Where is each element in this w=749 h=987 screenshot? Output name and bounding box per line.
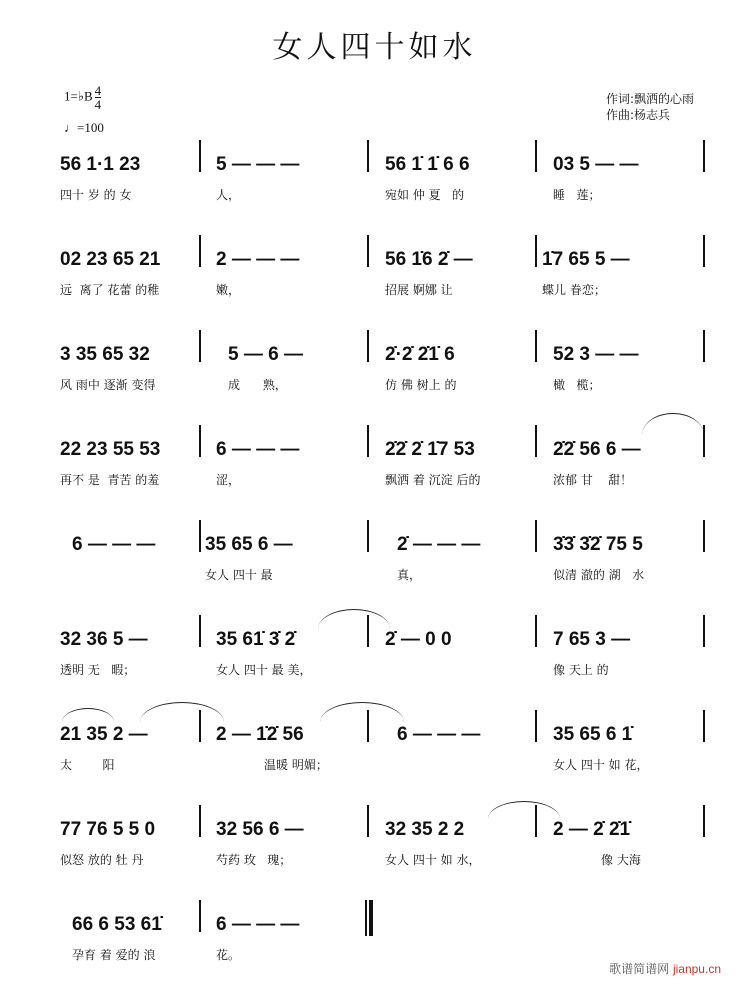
measure-lyrics: 芍药 玫 瑰； — [216, 853, 292, 867]
measure-notes: 32 35 2 2 — [385, 819, 465, 840]
watermark — [609, 960, 721, 977]
key-signature — [64, 84, 101, 111]
slur-mark — [140, 702, 224, 722]
measure-lyrics: 橄 榄； — [553, 378, 601, 392]
measure-notes: 5 — — — — [216, 154, 300, 175]
bar-line — [535, 425, 537, 457]
bar-line — [199, 520, 201, 552]
measure-lyrics: 睡 莲； — [553, 188, 601, 202]
bar-line — [199, 140, 201, 172]
measure-lyrics: 远 离了 花蕾 的稚 — [60, 283, 160, 297]
bar-line — [199, 235, 201, 267]
measure-notes: 02 23 65 21 — [60, 249, 161, 270]
bar-line — [367, 140, 369, 172]
bar-line — [703, 140, 705, 172]
watermark-site: jianpu.cn — [672, 962, 721, 976]
measure-notes: 21 35 2 — — [60, 724, 148, 745]
measure-lyrics: 真， — [397, 568, 422, 582]
measure-lyrics: 宛如 仲 夏 的 — [385, 188, 465, 202]
score-system — [0, 805, 749, 885]
measure-notes: 56 1̇6 2̇ — — [385, 249, 473, 270]
measure-notes: 6 — — — — [72, 534, 156, 555]
measure-notes: 35 61̇ 3̇ 2̇ — [216, 629, 296, 650]
measure-notes: 2 — 2̇ 2̇1̇ — [553, 819, 631, 840]
measure-lyrics: 温暖 明媚； — [264, 758, 328, 772]
measure-notes: 52 3 — — — [553, 344, 639, 365]
bar-line — [367, 330, 369, 362]
measure-notes: 6 — — — — [216, 439, 300, 460]
bar-line — [535, 710, 537, 742]
measure-notes: 2̇ — 0 0 — [385, 629, 452, 650]
measure-lyrics: 孕育 着 爱的 浪 — [72, 948, 156, 962]
time-bottom: 4 — [94, 97, 102, 112]
slur-mark — [318, 609, 390, 629]
measure-notes: 2 — 1̇2̇ 56 — [216, 724, 304, 745]
bar-line — [703, 805, 705, 837]
measure-lyrics: 像 大海 — [601, 853, 641, 867]
final-bar-line — [365, 900, 367, 936]
measure-lyrics: 像 天上 的 — [553, 663, 609, 677]
measure-lyrics: 似清 澈的 湖 水 — [553, 568, 645, 582]
measure-lyrics: 嫩， — [216, 283, 241, 297]
measure-lyrics: 花。 — [216, 948, 241, 962]
bar-line — [535, 330, 537, 362]
measure-lyrics: 涩， — [216, 473, 241, 487]
slur-mark — [320, 702, 404, 722]
measure-notes: 35 65 6 1̇ — [553, 724, 633, 745]
tempo-value: =100 — [77, 120, 104, 135]
bar-line — [703, 520, 705, 552]
bar-line — [199, 615, 201, 647]
time-signature — [95, 84, 102, 111]
lyricist: 作词:飘洒的心雨 — [606, 92, 695, 106]
measure-lyrics: 太 阳 — [60, 758, 115, 772]
measure-lyrics: 再不 是 青苦 的羞 — [60, 473, 160, 487]
score-system — [0, 520, 749, 600]
measure-notes: 3 35 65 32 — [60, 344, 150, 365]
measure-lyrics: 四十 岁 的 女 — [60, 188, 132, 202]
measure-lyrics: 浓郁 甘 甜！ — [553, 473, 633, 487]
measure-notes: 77 76 5 5 0 — [60, 819, 156, 840]
measure-notes: 2̇·2̇ 2̇1̇ 6 — [385, 344, 455, 365]
measure-lyrics: 仿 佛 树上 的 — [385, 378, 457, 392]
bar-line — [367, 425, 369, 457]
composer: 作曲:杨志兵 — [606, 108, 671, 122]
bar-line — [703, 330, 705, 362]
score-system — [0, 330, 749, 410]
measure-notes: 5 — 6 — — [228, 344, 303, 365]
measure-lyrics: 人， — [216, 188, 241, 202]
watermark-text: 歌谱简谱网 — [609, 962, 670, 976]
score-system — [0, 235, 749, 315]
measure-notes: 2̇2̇ 56 6 — — [553, 439, 641, 460]
flat-icon: ♭ — [77, 88, 84, 104]
measure-lyrics: 女人 四十 最 — [205, 568, 273, 582]
bar-line — [535, 615, 537, 647]
measure-notes: 6 — — — — [397, 724, 481, 745]
bar-line — [703, 235, 705, 267]
measure-notes: 32 36 5 — — [60, 629, 148, 650]
measure-notes: 2̇ — — — — [397, 534, 481, 555]
bar-line — [199, 330, 201, 362]
measure-lyrics: 女人 四十 如 水， — [385, 853, 481, 867]
bar-line — [703, 710, 705, 742]
measure-notes: 2 — — — — [216, 249, 300, 270]
bar-line — [367, 235, 369, 267]
measure-notes: 32 56 6 — — [216, 819, 304, 840]
slur-mark — [642, 413, 704, 435]
final-bar-line — [369, 900, 373, 936]
measure-notes: 7 65 3 — — [553, 629, 631, 650]
measure-notes: 35 65 6 — — [205, 534, 293, 555]
measure-notes: 6 — — — — [216, 914, 300, 935]
bar-line — [703, 615, 705, 647]
bar-line — [535, 520, 537, 552]
time-top: 4 — [94, 83, 102, 98]
measure-lyrics: 女人 四十 如 花， — [553, 758, 649, 772]
bar-line — [199, 805, 201, 837]
measure-lyrics: 成 熟， — [228, 378, 287, 392]
bar-line — [367, 520, 369, 552]
measure-lyrics: 似怒 放的 牡 丹 — [60, 853, 144, 867]
measure-notes: 03 5 — — — [553, 154, 639, 175]
measure-notes: 56 1̇ 1̇ 6 6 — [385, 154, 470, 175]
measure-lyrics: 女人 四十 最 美， — [216, 663, 312, 677]
measure-notes: 56 1·1 23 — [60, 154, 141, 175]
measure-lyrics: 风 雨中 逐渐 变得 — [60, 378, 156, 392]
bar-line — [199, 900, 201, 932]
bar-line — [199, 425, 201, 457]
score-system — [0, 710, 749, 790]
bar-line — [535, 140, 537, 172]
score-system — [0, 425, 749, 505]
measure-notes: 22 23 55 53 — [60, 439, 161, 460]
tempo-mark — [64, 120, 104, 136]
measure-notes: 66 6 53 61̇ — [72, 914, 162, 935]
bar-line — [535, 235, 537, 267]
song-title: 女人四十如水 — [272, 30, 477, 65]
bar-line — [367, 805, 369, 837]
measure-lyrics: 透明 无 暇； — [60, 663, 136, 677]
measure-notes: 3̇3̇ 3̇2̇ 75 5 — [553, 534, 643, 555]
score-system — [0, 615, 749, 695]
measure-lyrics: 蝶儿 眷恋； — [542, 283, 606, 297]
measure-lyrics: 飘洒 着 沉淀 后的 — [385, 473, 481, 487]
score-system — [0, 140, 749, 220]
measure-notes: 1̇7 65 5 — — [542, 249, 630, 270]
key-letter: B — [83, 88, 93, 104]
slur-mark — [488, 801, 560, 819]
measure-lyrics: 招展 婀娜 让 — [385, 283, 453, 297]
quarter-note-icon: ♩ — [64, 120, 77, 135]
credits — [606, 91, 694, 123]
key-prefix: 1= — [64, 88, 78, 104]
measure-notes: 2̇2̇ 2̇ 1̇7 53 — [385, 439, 475, 460]
